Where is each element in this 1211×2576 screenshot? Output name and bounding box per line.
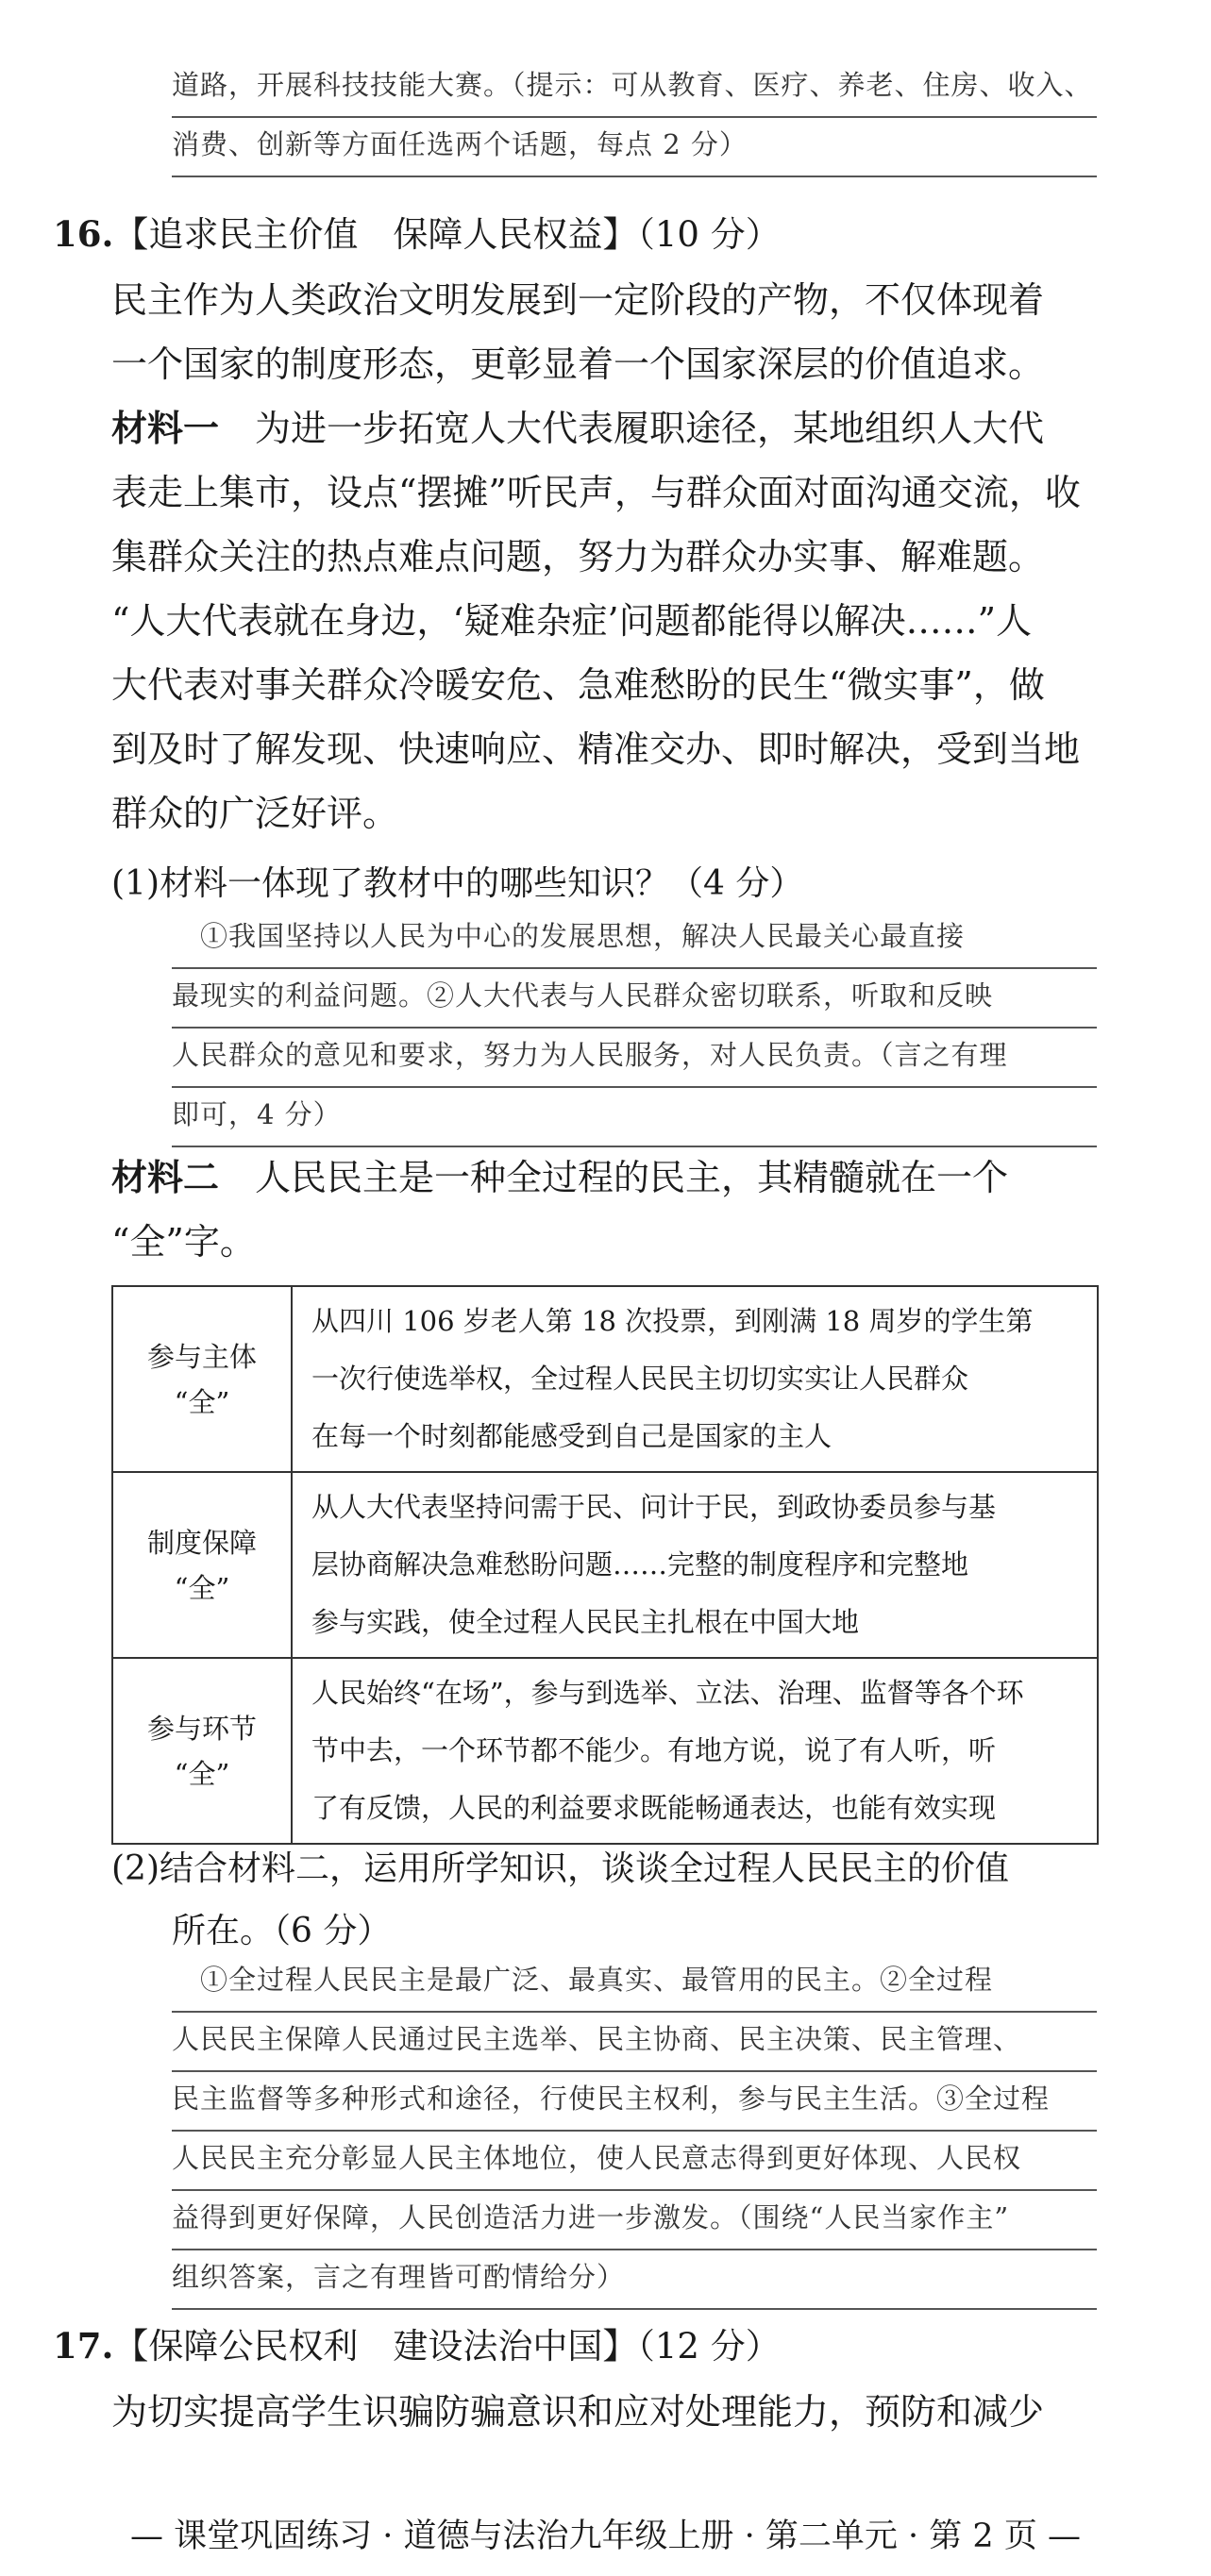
q16-number: 16.	[53, 213, 114, 255]
table-value-cell	[292, 1472, 1098, 1658]
answer-line: 人民群众的意见和要求，努力为人民服务，对人民负责。（言之有理	[172, 1029, 1097, 1088]
material-1-label: 材料一	[111, 407, 220, 449]
table-value-cell	[292, 1658, 1098, 1844]
q16-sub1-answer	[172, 910, 1097, 1147]
intro-line: 民主作为人类政治文明发展到一定阶段的产物，不仅体现着	[111, 279, 1045, 321]
table-line: 层协商解决急难愁盼问题……完整的制度程序和完整地	[311, 1548, 969, 1581]
top-answer-block	[172, 59, 1097, 177]
q16-intro	[111, 268, 1102, 396]
answer-line: 组织答案，言之有理皆可酌情给分）	[172, 2250, 1097, 2310]
answer-line: 民主监督等多种形式和途径，行使民主权利，参与民主生活。③全过程	[172, 2072, 1097, 2132]
table-key-mark: “全”	[174, 1385, 230, 1418]
answer-line: 人民民主充分彰显人民主体地位，使人民意志得到更好体现、人民权	[172, 2132, 1097, 2191]
material-2-label: 材料二	[111, 1156, 220, 1198]
intro-line: 为切实提高学生识骗防骗意识和应对处理能力，预防和减少	[111, 2391, 1045, 2433]
table-key-mark: “全”	[174, 1571, 230, 1604]
material-line: “全”字。	[111, 1221, 256, 1263]
table-row	[112, 1286, 1098, 1472]
q16-topic: 【追求民主价值 保障人民权益】	[113, 214, 638, 255]
table-key-mark: “全”	[174, 1757, 230, 1790]
material-line: 为进一步拓宽人大代表履职途径，某地组织人大代	[219, 408, 1045, 449]
material-line: 集群众关注的热点难点问题，努力为群众办实事、解难题。	[111, 536, 1045, 577]
table-value-cell	[292, 1286, 1098, 1472]
table-line: 人民始终“在场”，参与到选举、立法、治理、监督等各个环	[311, 1677, 1024, 1709]
answer-line: 道路，开展科技技能大赛。（提示：可从教育、医疗、养老、住房、收入、	[172, 59, 1097, 118]
material-line: 表走上集市，设点“摆摊”听民声，与群众面对面沟通交流，收	[111, 472, 1081, 513]
table-line: 一次行使选举权，全过程人民民主切切实实让人民群众	[311, 1363, 969, 1395]
table-key-cell	[112, 1658, 292, 1844]
q16-sub2-question-line1: (2)结合材料二，运用所学知识，谈谈全过程人民民主的价值	[111, 1849, 1009, 1888]
q17-heading	[53, 2317, 781, 2368]
answer-line: 最现实的利益问题。②人大代表与人民群众密切联系，听取和反映	[172, 969, 1097, 1029]
q16-sub2-question-line2: 所在。（6 分）	[172, 1912, 392, 1950]
table-line: 节中去，一个环节都不能少。有地方说，说了有人听，听	[311, 1734, 997, 1766]
q17-topic: 【保障公民权利 建设法治中国】	[113, 2326, 638, 2367]
q16-points: （10 分）	[637, 214, 781, 255]
page-footer: — 课堂巩固练习 · 道德与法治九年级上册 · 第二单元 · 第 2 页 —	[130, 2517, 1081, 2555]
q16-sub1-question: (1)材料一体现了教材中的哪些知识？（4 分）	[111, 864, 804, 903]
answer-line: 益得到更好保障，人民创造活力进一步激发。（围绕“人民当家作主”	[172, 2191, 1097, 2250]
q17-intro	[111, 2380, 1102, 2444]
q16-sub2-answer	[172, 1953, 1097, 2310]
table-line: 从人大代表坚持问需于民、问计于民，到政协委员参与基	[311, 1491, 997, 1523]
table-key-label: 参与主体	[146, 1340, 257, 1373]
table-line: 从四川 106 岁老人第 18 次投票，到刚满 18 周岁的学生第	[311, 1305, 1034, 1337]
table-line: 参与实践，使全过程人民民主扎根在中国大地	[311, 1606, 860, 1638]
material-2-table	[111, 1285, 1099, 1845]
answer-line: ①我国坚持以人民为中心的发展思想，解决人民最关心最直接	[172, 910, 1097, 969]
table-line: 在每一个时刻都能感受到自己是国家的主人	[311, 1420, 833, 1452]
q17-points: （12 分）	[637, 2326, 781, 2367]
answer-line: 消费、创新等方面任选两个话题，每点 2 分）	[172, 118, 1097, 177]
material-line: 群众的广泛好评。	[111, 793, 399, 834]
table-row	[112, 1472, 1098, 1658]
table-key-cell	[112, 1472, 292, 1658]
material-1	[111, 396, 1102, 845]
answer-line: 即可，4 分）	[172, 1088, 1097, 1147]
q16-heading	[53, 206, 781, 257]
q17-number: 17.	[53, 2325, 114, 2367]
intro-line: 一个国家的制度形态，更彰显着一个国家深层的价值追求。	[111, 343, 1045, 385]
answer-line: 人民民主保障人民通过民主选举、民主协商、民主决策、民主管理、	[172, 2013, 1097, 2072]
table-row	[112, 1658, 1098, 1844]
table-key-label: 制度保障	[146, 1526, 257, 1559]
table-key-cell	[112, 1286, 292, 1472]
material-line: 到及时了解发现、快速响应、精准交办、即时解决，受到当地	[111, 728, 1081, 770]
material-line: “人大代表就在身边，‘疑难杂症’问题都能得以解决……”人	[111, 600, 1033, 642]
table-line: 了有反馈，人民的利益要求既能畅通表达，也能有效实现	[311, 1792, 997, 1824]
table-key-label: 参与环节	[146, 1712, 257, 1745]
answer-line: ①全过程人民民主是最广泛、最真实、最管用的民主。②全过程	[172, 1953, 1097, 2013]
material-2	[111, 1146, 1102, 1274]
material-line: 人民民主是一种全过程的民主，其精髓就在一个	[219, 1157, 1009, 1198]
material-line: 大代表对事关群众冷暖安危、急难愁盼的民生“微实事”，做	[111, 664, 1045, 706]
